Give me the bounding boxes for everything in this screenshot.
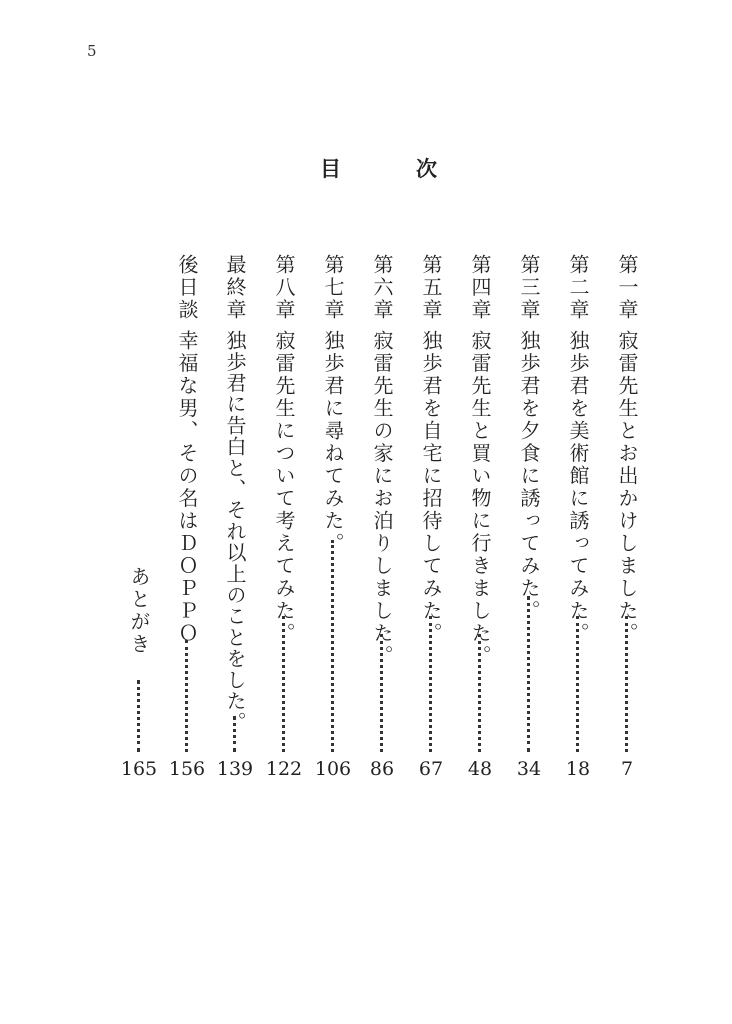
leader-dots — [429, 616, 436, 752]
page-ref: 122 — [265, 758, 303, 780]
chapter-label: 第七章 — [321, 254, 345, 322]
leader-dots — [625, 616, 632, 752]
leader-dots — [478, 634, 485, 752]
chapter-title: 寂雷先生とお出かけしました。 — [615, 330, 639, 645]
chapter-label: 第四章 — [468, 254, 492, 322]
leader-dots — [380, 634, 387, 752]
chapter-title: 寂雷先生について考えてみた。 — [272, 330, 296, 645]
page-ref: 106 — [314, 758, 352, 780]
page-ref: 67 — [418, 758, 444, 780]
leader-dots — [137, 680, 144, 752]
toc-title-char-1: 目 — [320, 156, 341, 181]
chapter-label: 第一章 — [615, 254, 639, 322]
chapter-title: 独歩君を美術館に誘ってみた。 — [566, 330, 590, 645]
page-ref: 18 — [565, 758, 591, 780]
toc-title-char-2: 次 — [416, 156, 437, 181]
chapter-label: 第六章 — [370, 254, 394, 322]
page-ref: 156 — [168, 758, 206, 780]
chapter-title: 寂雷先生の家にお泊りしました。 — [370, 330, 394, 668]
page-ref: 7 — [620, 758, 634, 780]
chapter-title: 独歩君に告白と、それ以上のことをした。 — [223, 330, 247, 733]
chapter-title: 独歩君に尋ねてみた。 — [321, 330, 345, 555]
leader-dots — [527, 596, 534, 752]
chapter-label: 第二章 — [566, 254, 590, 322]
chapter-title: 独歩君を夕食に誘ってみた。 — [517, 330, 541, 623]
chapter-title: 独歩君を自宅に招待してみた。 — [419, 330, 443, 645]
page-ref: 34 — [516, 758, 542, 780]
leader-dots — [282, 616, 289, 752]
chapter-label: 第五章 — [419, 254, 443, 322]
page-ref: 139 — [216, 758, 254, 780]
chapter-title: 幸福な男、その名はＤＯＰＰＯ — [175, 330, 199, 645]
leader-dots — [331, 540, 338, 752]
page-ref: 48 — [467, 758, 493, 780]
chapter-label: 最終章 — [223, 254, 247, 322]
chapter-label: 第三章 — [517, 254, 541, 322]
page-ref: 86 — [369, 758, 395, 780]
page-number: 5 — [87, 42, 97, 60]
page-ref: 165 — [120, 758, 158, 780]
leader-dots — [185, 640, 192, 752]
leader-dots — [233, 716, 240, 752]
chapter-label: 第八章 — [272, 254, 296, 322]
chapter-label: 後日談 — [175, 254, 199, 322]
chapter-title: 寂雷先生と買い物に行きました。 — [468, 330, 492, 668]
leader-dots — [576, 616, 583, 752]
afterword-title: あとがき — [127, 566, 151, 656]
